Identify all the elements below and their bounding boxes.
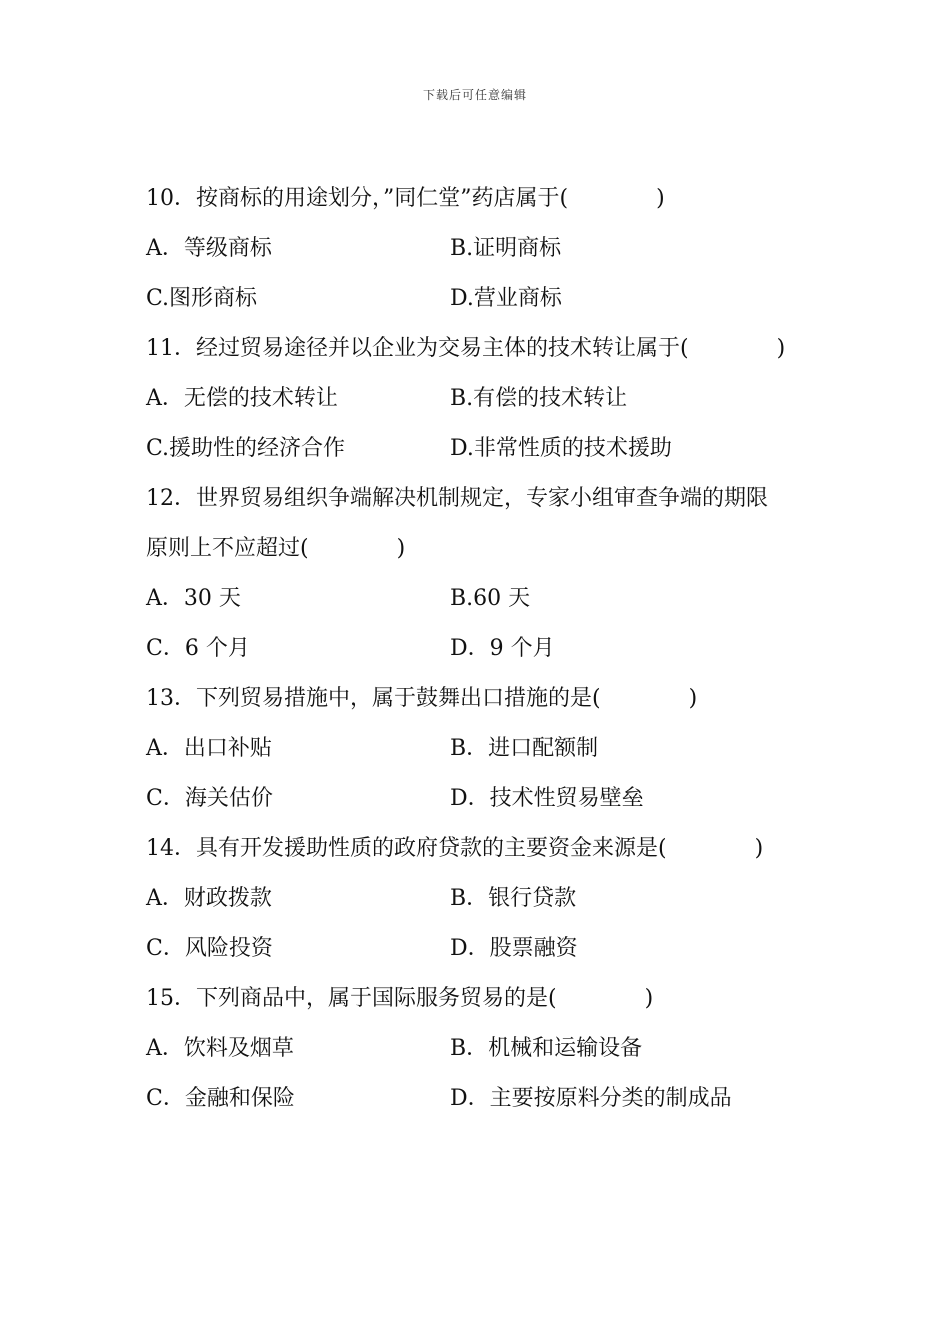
option-c: C．风险投资 [146, 936, 273, 961]
option-a: A．无偿的技术转让 [146, 386, 338, 411]
option-c: C．6 个月 [146, 636, 250, 661]
option-d: D．主要按原料分类的制成品 [450, 1086, 732, 1111]
question-14-stem: 14．具有开发援助性质的政府贷款的主要资金来源是( ) [146, 836, 764, 861]
option-d: D．9 个月 [450, 636, 555, 661]
option-c: C．金融和保险 [146, 1086, 295, 1111]
option-d: D.非常性质的技术援助 [450, 436, 672, 461]
option-a: A．饮料及烟草 [146, 1036, 294, 1061]
question-list [146, 174, 826, 1124]
option-b: B.证明商标 [450, 236, 562, 261]
question-11-options-row-1 [146, 374, 826, 424]
question-15-stem: 15．下列商品中，属于国际服务贸易的是( ) [146, 986, 654, 1011]
question-10-options-row-1 [146, 224, 826, 274]
question-11-stem: 11．经过贸易途径并以企业为交易主体的技术转让属于( ) [146, 336, 786, 361]
option-b: B．银行贷款 [450, 886, 577, 911]
option-a: A．出口补贴 [146, 736, 272, 761]
option-d: D．股票融资 [450, 936, 578, 961]
question-15-options-row-1 [146, 1024, 826, 1074]
option-a: A．等级商标 [146, 236, 272, 261]
option-b: B．机械和运输设备 [450, 1036, 643, 1061]
question-15-options-row-2 [146, 1074, 826, 1124]
question-12-options-row-2 [146, 624, 826, 674]
question-14-options-row-1 [146, 874, 826, 924]
option-d: D．技术性贸易壁垒 [450, 786, 644, 811]
page-header: 下载后可任意编辑 [422, 88, 527, 102]
question-12-options-row-1 [146, 574, 826, 624]
question-13-options-row-1 [146, 724, 826, 774]
option-c: C.图形商标 [146, 286, 258, 311]
option-b: B.60 天 [450, 586, 531, 611]
option-b: B．进口配额制 [450, 736, 599, 761]
option-a: A．财政拨款 [146, 886, 272, 911]
option-c: C.援助性的经济合作 [146, 436, 346, 461]
question-14-options-row-2 [146, 924, 826, 974]
option-a: A．30 天 [146, 586, 241, 611]
option-b: B.有偿的技术转让 [450, 386, 628, 411]
question-10-stem: 10．按商标的用途划分，”同仁堂”药店属于( ) [146, 186, 665, 211]
question-13-stem: 13．下列贸易措施中，属于鼓舞出口措施的是( ) [146, 686, 698, 711]
question-11-options-row-2 [146, 424, 826, 474]
option-d: D.营业商标 [450, 286, 562, 311]
question-12-stem: 12．世界贸易组织争端解决机制规定，专家小组审查争端的期限 [146, 486, 768, 511]
question-10-options-row-2 [146, 274, 826, 324]
option-c: C．海关估价 [146, 786, 273, 811]
question-12-stem-continued: 原则上不应超过( ) [146, 536, 406, 561]
question-13-options-row-2 [146, 774, 826, 824]
